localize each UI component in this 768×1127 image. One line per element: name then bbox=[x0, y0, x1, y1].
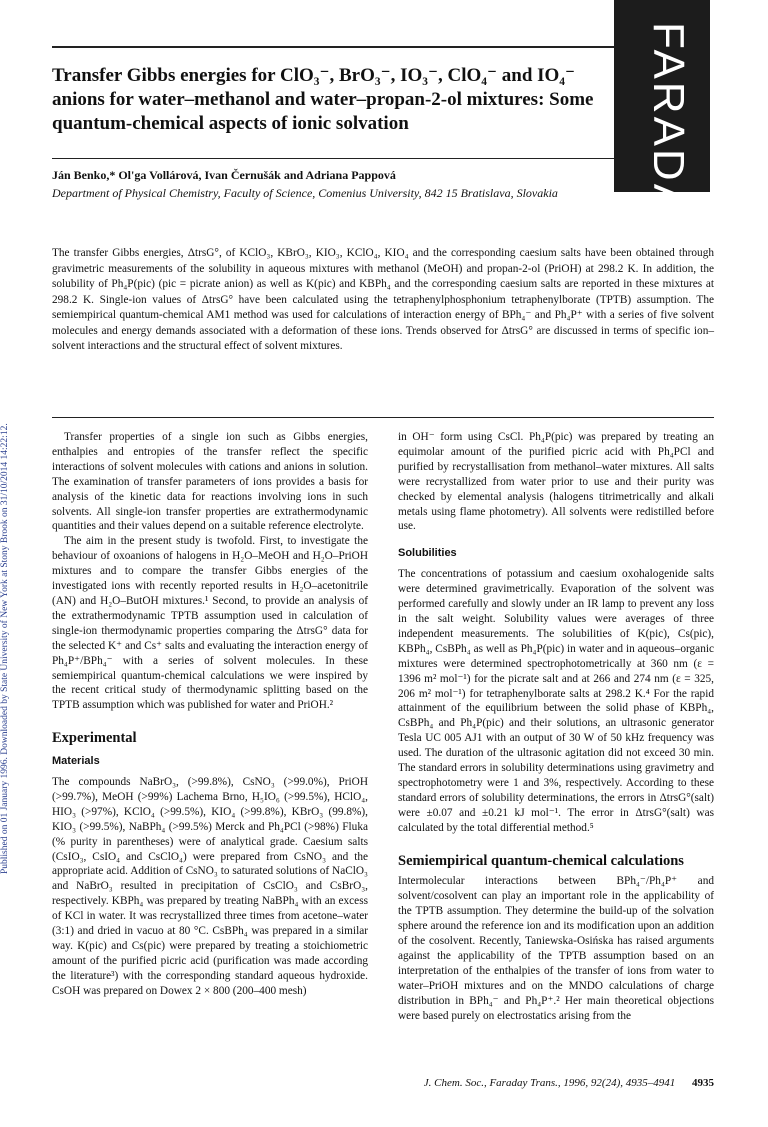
article-title: Transfer Gibbs energies for ClO₃⁻, BrO₃⁻, IO₃⁻, ClO₄⁻ and IO₄⁻ anions for water–methanol and water–propan-2-ol mixtures: Some quantum-chemical aspects of ionic solvation bbox=[52, 65, 594, 134]
intro-paragraph-1: Transfer properties of a single ion such as Gibbs energies, enthalpies and entropies of the transfer reflect the specific interactions of solvent molecules with cations and anions in solution. The examination of transfer parameters of ions provides a basis for analysis of the kinetic data for reactions involving ions in such solvents. All single-ion transfer properties are extrathermodynamic quantities and their values depend on a suitable reference electrolyte. bbox=[52, 431, 368, 533]
journal-citation: J. Chem. Soc., Faraday Trans., 1996, 92(24), 4935–4941 bbox=[423, 1077, 676, 1089]
semiempirical-heading: Semiempirical quantum-chemical calculations bbox=[398, 852, 684, 869]
experimental-heading: Experimental bbox=[52, 730, 137, 747]
journal-tab-label: FARADAY bbox=[644, 22, 693, 246]
solubilities-paragraph: The concentrations of potassium and caesium oxohalogenide salts were determined gravimetrically. Evaporation of the solvent was performed carefully and slowly under an IR lamp to prevent any loss in the salt weight. Solubility values were averages of three independent measurements. The solubilities of K(pic), Cs(pic), KBPh₄, CsBPh₄ as well as Ph₄P(pic) in water and in aqueous–organic mixtures were determined spectrophotometrically at 360 nm (ε = 1396 m² mol⁻¹) for the picrate salt and at 266 and 274 nm (ε = 325, 206 m² mol⁻¹) for tetraphenylborate salts at 298.2 K.⁴ For the rapid attainment of the equilibrium between the solid phase of KBPh₄, CsBPh₄ and Ph₄P(pic) and their solutions, an ultrasonic generator Tesla UC 005 AJ1 with an output of 30 W of 50 kHz frequency was used. The duration of the ultrasonic agitation did not exceed 30 min. The standard errors in solubility determinations using gravimetry and spectrophotometry were 1 and 3%, respectively. According to these standard errors of solubility determinations, the errors in ΔtrsG°(salt) were ±0.07 and ±0.21 kJ mol⁻¹. The error in ΔtrsG°(salt) was calculated by the total differential method.⁵ bbox=[398, 568, 714, 834]
left-column bbox=[52, 430, 368, 999]
title-rule bbox=[52, 158, 614, 159]
semiempirical-paragraph: Intermolecular interactions between BPh₄⁻/Ph₄P⁺ and solvent/cosolvent can play an important role in the applicability of the TPTB assumption. They determine the build-up of the solvation sphere around the reference ion and its modification upon an addition of the cosolvent. Recently, Taniewska-Osińska has raised arguments against the applicability of the TPTB assumption based on an interpretation of the enthalpies of the transfer of ions from water to water–PriOH mixtures and on the MNDO calculations of charge distribution in BPh₄⁻ and Ph₄P⁺.² Her main theoretical objections were based purely on electrostatics arising from the bbox=[398, 875, 714, 1022]
page-footer bbox=[400, 1077, 714, 1089]
page-number: 4935 bbox=[692, 1077, 714, 1089]
abstract: The transfer Gibbs energies, ΔtrsG°, of KClO₃, KBrO₃, KIO₃, KClO₄, KIO₄ and the corresponding caesium salts have been obtained through gravimetric measurements of the solubility in aqueous mixtures with methanol (MeOH) and propan-2-ol (PriOH) at 298.2 K. In addition, the solubility of Ph₄P(pic) (pic = picrate anion) as well as K(pic) and KBPh₄ and the corresponding caesium salts are reported in these mixtures at 298.2 K. Single-ion values of ΔtrsG° have been calculated using the tetraphenylphosphonium tetraphenylborate (TPTB) assumption. The semiempirical quantum-chemical AM1 method was used for calculations of interaction energy of BPh₄⁻ and Ph₄P⁺ with a series of five solvent molecules and energy demands associated with a deformation of these ions. Trends observed for ΔtrsG° are discussed in terms of specific ion–solvent interactions and the structural effect of solvent mixtures. bbox=[52, 247, 714, 352]
top-rule bbox=[52, 46, 614, 48]
download-provenance-note: Published on 01 January 1996. Downloaded by State University of New York at Stony Brook on 31/10/2014 14:22:12. bbox=[0, 423, 10, 874]
abstract-rule bbox=[52, 417, 714, 418]
affiliation: Department of Physical Chemistry, Faculty of Science, Comenius University, 842 15 Bratislava, Slovakia bbox=[52, 186, 558, 200]
solubilities-heading: Solubilities bbox=[398, 547, 457, 560]
intro-paragraph-2: The aim in the present study is twofold. First, to investigate the behaviour of oxoanions of halogens in H₂O–MeOH and H₂O–PriOH mixtures and to compare the transfer Gibbs energies of the investigated ions with recently reported results in H₂O–acetonitrile (AN) and H₂O–ButOH mixtures.¹ Second, to provide an analysis of the extrathermodynamic TPTB assumption used in calculation of single-ion thermodynamic properties comparing the ΔtrsG° data for the selected K⁺ and Cs⁺ salts and evaluating the interaction energy of Ph₄P⁺/BPh₄⁻ with a series of solvent molecules. In these semiempirical quantum-chemical calculations we were inspired by the recent critical study of thermodynamic splitting based on the TPTB assumption which was published for water and PriOH.² bbox=[52, 535, 368, 712]
right-column bbox=[398, 430, 714, 1024]
materials-heading: Materials bbox=[52, 755, 100, 768]
journal-tab bbox=[614, 0, 710, 246]
author-list: Ján Benko,* Ol'ga Vollárová, Ivan Černušák and Adriana Pappová bbox=[52, 168, 396, 182]
materials-paragraph: The compounds NaBrO₃, (>99.8%), CsNO₃ (>99.0%), PriOH (>99.7%), MeOH (>99%) Lachema Brno, H₅IO₆ (>99.5%), HClO₄, HIO₃ (>97%), KClO₄ (>99.5%), KIO₄ (>99.8%), KBrO₃ (99.8%), KIO₃ (>99.5%), NaBPh₄ (>99.5%) Merck and Ph₄PCl (>98%) Fluka (% purity in parentheses) were of analytical grade. Caesium salts (CsIO₃, CsIO₄ and CsClO₄) were prepared from CsNO₃ and the appropriate acid. Addition of CsNO₃ to saturated solutions of NaClO₃ and NaBrO₃ resulted in precipitation of CsClO₃ and CsBrO₃, respectively. KBPh₄ was prepared by treating NaBPh₄ with an excess of KCl in water. It was recrystallized three times from acetone–water (3:1) and dried in vacuo at 80 °C. CsBPh₄ was prepared in a similar way. K(pic) and Cs(pic) were prepared by treating a stoichiometric amount of the purified picric acid (purification was made according the literature³) with the corresponding standard aqueous hydroxide. CsOH was prepared on Dowex 2 × 800 (200–400 mesh) bbox=[52, 776, 368, 997]
materials-continued: in OH⁻ form using CsCl. Ph₄P(pic) was prepared by treating an equimolar amount of the purified picric acid with Ph₄PCl and purified by recrystallisation from methanol–water mixtures. All salts were recrystallized from water prior to use and their purity was checked by elemental analysis (halogens titrimetrically and alkali metals using flame photometry). All solvents were redistilled before use. bbox=[398, 431, 714, 533]
